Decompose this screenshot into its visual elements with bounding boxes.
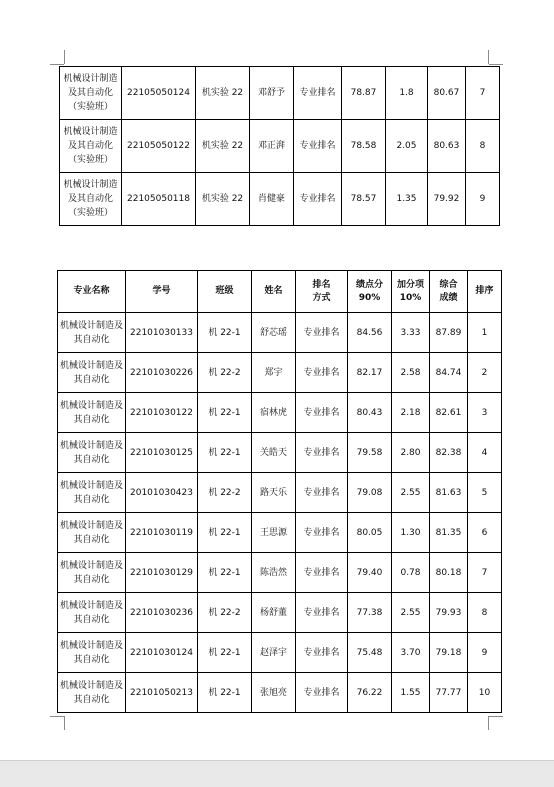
cell-total: 77.77 xyxy=(430,673,468,713)
cell-rank: 7 xyxy=(466,67,500,120)
cell-major: 机械设计制造及其自动化 xyxy=(58,633,126,673)
header-class: 班级 xyxy=(198,271,252,313)
cell-student-id: 22105050118 xyxy=(122,173,196,226)
cell-total: 84.74 xyxy=(430,353,468,393)
cell-bonus: 0.78 xyxy=(392,553,430,593)
cell-rank-method: 专业排名 xyxy=(294,120,342,173)
cell-name: 肖健豪 xyxy=(250,173,294,226)
ranking-table-continued xyxy=(59,66,500,226)
cell-student-id: 22101030122 xyxy=(126,393,198,433)
table2-body xyxy=(58,313,502,713)
cell-gpa-score: 77.38 xyxy=(348,593,392,633)
header-rank-method xyxy=(296,271,348,313)
cell-rank-method: 专业排名 xyxy=(294,67,342,120)
cell-rank: 6 xyxy=(468,513,502,553)
cell-rank: 3 xyxy=(468,393,502,433)
cell-student-id: 22101030129 xyxy=(126,553,198,593)
cell-name: 关皓天 xyxy=(252,433,296,473)
cell-class: 机 22-1 xyxy=(198,513,252,553)
crop-mark-top-left-h xyxy=(50,64,64,65)
cell-gpa-score: 79.40 xyxy=(348,553,392,593)
cell-total: 81.35 xyxy=(430,513,468,553)
cell-bonus: 2.55 xyxy=(392,473,430,513)
cell-rank: 10 xyxy=(468,673,502,713)
header-total-text: 综合 成绩 xyxy=(439,279,458,303)
page-gap xyxy=(0,760,554,787)
cell-rank-method: 专业排名 xyxy=(296,553,348,593)
cell-bonus: 1.8 xyxy=(386,67,428,120)
header-bonus-text: 加分项 10% xyxy=(396,279,424,303)
cell-rank: 2 xyxy=(468,353,502,393)
cell-class: 机实验 22 xyxy=(196,120,250,173)
cell-name: 王思源 xyxy=(252,513,296,553)
cell-student-id: 22101030236 xyxy=(126,593,198,633)
header-student-id: 学号 xyxy=(126,271,198,313)
cell-total: 79.92 xyxy=(428,173,466,226)
crop-mark-bottom-left-h xyxy=(50,716,64,717)
header-major: 专业名称 xyxy=(58,271,126,313)
table-row xyxy=(58,433,502,473)
table-row xyxy=(58,313,502,353)
cell-rank-method: 专业排名 xyxy=(296,353,348,393)
cell-name: 张旭亮 xyxy=(252,673,296,713)
cell-bonus: 3.70 xyxy=(392,633,430,673)
cell-class: 机 22-1 xyxy=(198,673,252,713)
cell-bonus: 2.18 xyxy=(392,393,430,433)
table1-body xyxy=(60,67,500,226)
cell-rank: 8 xyxy=(468,593,502,633)
cell-student-id: 22101050213 xyxy=(126,673,198,713)
cell-student-id: 22105050122 xyxy=(122,120,196,173)
cell-bonus: 2.58 xyxy=(392,353,430,393)
cell-total: 82.38 xyxy=(430,433,468,473)
cell-rank: 7 xyxy=(468,553,502,593)
cell-gpa-score: 79.58 xyxy=(348,433,392,473)
cell-bonus: 1.55 xyxy=(392,673,430,713)
cell-class: 机实验 22 xyxy=(196,173,250,226)
cell-rank: 8 xyxy=(466,120,500,173)
table-row xyxy=(58,593,502,633)
cell-major: 机械设计制造及其自动化（实验班） xyxy=(60,120,122,173)
header-gpa-score xyxy=(348,271,392,313)
cell-major: 机械设计制造及其自动化 xyxy=(58,433,126,473)
header-rank: 排序 xyxy=(468,271,502,313)
cell-name: 邓正湃 xyxy=(250,120,294,173)
cell-total: 87.89 xyxy=(430,313,468,353)
cell-name: 赵泽宇 xyxy=(252,633,296,673)
cell-gpa-score: 80.05 xyxy=(348,513,392,553)
cell-rank-method: 专业排名 xyxy=(294,173,342,226)
cell-rank-method: 专业排名 xyxy=(296,593,348,633)
cell-name: 路天乐 xyxy=(252,473,296,513)
cell-gpa-score: 80.43 xyxy=(348,393,392,433)
cell-bonus: 1.30 xyxy=(392,513,430,553)
cell-student-id: 22105050124 xyxy=(122,67,196,120)
cell-student-id: 22101030119 xyxy=(126,513,198,553)
cell-gpa-score: 78.58 xyxy=(342,120,386,173)
cell-class: 机 22-2 xyxy=(198,353,252,393)
header-total xyxy=(430,271,468,313)
header-gpa-score-text: 绩点分 90% xyxy=(355,279,383,303)
crop-mark-top-right-h xyxy=(489,64,503,65)
cell-total: 80.18 xyxy=(430,553,468,593)
cell-class: 机实验 22 xyxy=(196,67,250,120)
crop-mark-bottom-right-v xyxy=(488,716,489,730)
cell-major: 机械设计制造及其自动化 xyxy=(58,673,126,713)
cell-major: 机械设计制造及其自动化 xyxy=(58,513,126,553)
cell-name: 陈浩然 xyxy=(252,553,296,593)
header-name: 姓名 xyxy=(252,271,296,313)
cell-name: 杨舒董 xyxy=(252,593,296,633)
cell-total: 81.63 xyxy=(430,473,468,513)
cell-class: 机 22-2 xyxy=(198,593,252,633)
cell-bonus: 2.05 xyxy=(386,120,428,173)
cell-major: 机械设计制造及其自动化（实验班） xyxy=(60,67,122,120)
table-row xyxy=(58,513,502,553)
cell-bonus: 1.35 xyxy=(386,173,428,226)
table-row xyxy=(58,673,502,713)
cell-major: 机械设计制造及其自动化 xyxy=(58,593,126,633)
cell-class: 机 22-2 xyxy=(198,473,252,513)
cell-class: 机 22-1 xyxy=(198,433,252,473)
cell-major: 机械设计制造及其自动化 xyxy=(58,393,126,433)
cell-bonus: 2.55 xyxy=(392,593,430,633)
cell-rank: 5 xyxy=(468,473,502,513)
cell-student-id: 22101030133 xyxy=(126,313,198,353)
cell-total: 80.63 xyxy=(428,120,466,173)
table-row xyxy=(60,120,500,173)
cell-rank-method: 专业排名 xyxy=(296,473,348,513)
cell-gpa-score: 78.87 xyxy=(342,67,386,120)
crop-mark-bottom-right-h xyxy=(489,716,503,717)
cell-major: 机械设计制造及其自动化 xyxy=(58,353,126,393)
cell-rank-method: 专业排名 xyxy=(296,433,348,473)
table-row xyxy=(58,633,502,673)
cell-rank-method: 专业排名 xyxy=(296,673,348,713)
cell-class: 机 22-1 xyxy=(198,313,252,353)
cell-major: 机械设计制造及其自动化 xyxy=(58,473,126,513)
cell-rank: 1 xyxy=(468,313,502,353)
cell-class: 机 22-1 xyxy=(198,393,252,433)
cell-total: 79.93 xyxy=(430,593,468,633)
cell-student-id: 22101030226 xyxy=(126,353,198,393)
cell-gpa-score: 78.57 xyxy=(342,173,386,226)
cell-student-id: 20101030423 xyxy=(126,473,198,513)
ranking-table xyxy=(57,270,502,713)
header-bonus xyxy=(392,271,430,313)
table-row xyxy=(60,173,500,226)
cell-bonus: 3.33 xyxy=(392,313,430,353)
cell-gpa-score: 84.56 xyxy=(348,313,392,353)
cell-class: 机 22-1 xyxy=(198,633,252,673)
cell-rank: 9 xyxy=(468,633,502,673)
cell-rank-method: 专业排名 xyxy=(296,633,348,673)
table-row xyxy=(58,553,502,593)
cell-gpa-score: 79.08 xyxy=(348,473,392,513)
cell-rank-method: 专业排名 xyxy=(296,313,348,353)
header-row xyxy=(58,271,502,313)
cell-name: 郑宇 xyxy=(252,353,296,393)
table-row xyxy=(58,473,502,513)
cell-total: 79.18 xyxy=(430,633,468,673)
cell-bonus: 2.80 xyxy=(392,433,430,473)
table-row xyxy=(58,353,502,393)
cell-rank: 4 xyxy=(468,433,502,473)
crop-mark-top-right-v xyxy=(488,50,489,64)
cell-total: 80.67 xyxy=(428,67,466,120)
cell-rank: 9 xyxy=(466,173,500,226)
cell-major: 机械设计制造及其自动化 xyxy=(58,313,126,353)
table-row xyxy=(60,67,500,120)
cell-name: 舒芯瑶 xyxy=(252,313,296,353)
cell-rank-method: 专业排名 xyxy=(296,393,348,433)
cell-gpa-score: 75.48 xyxy=(348,633,392,673)
cell-major: 机械设计制造及其自动化 xyxy=(58,553,126,593)
cell-gpa-score: 76.22 xyxy=(348,673,392,713)
header-rank-method-text: 排名 方式 xyxy=(312,279,331,303)
cell-rank-method: 专业排名 xyxy=(296,513,348,553)
cell-name: 宿林虎 xyxy=(252,393,296,433)
crop-mark-top-left-v xyxy=(64,50,65,64)
cell-total: 82.61 xyxy=(430,393,468,433)
cell-student-id: 22101030125 xyxy=(126,433,198,473)
cell-student-id: 22101030124 xyxy=(126,633,198,673)
cell-name: 邓舒予 xyxy=(250,67,294,120)
cell-gpa-score: 82.17 xyxy=(348,353,392,393)
cell-class: 机 22-1 xyxy=(198,553,252,593)
crop-mark-bottom-left-v xyxy=(64,716,65,730)
cell-major: 机械设计制造及其自动化（实验班） xyxy=(60,173,122,226)
table-row xyxy=(58,393,502,433)
